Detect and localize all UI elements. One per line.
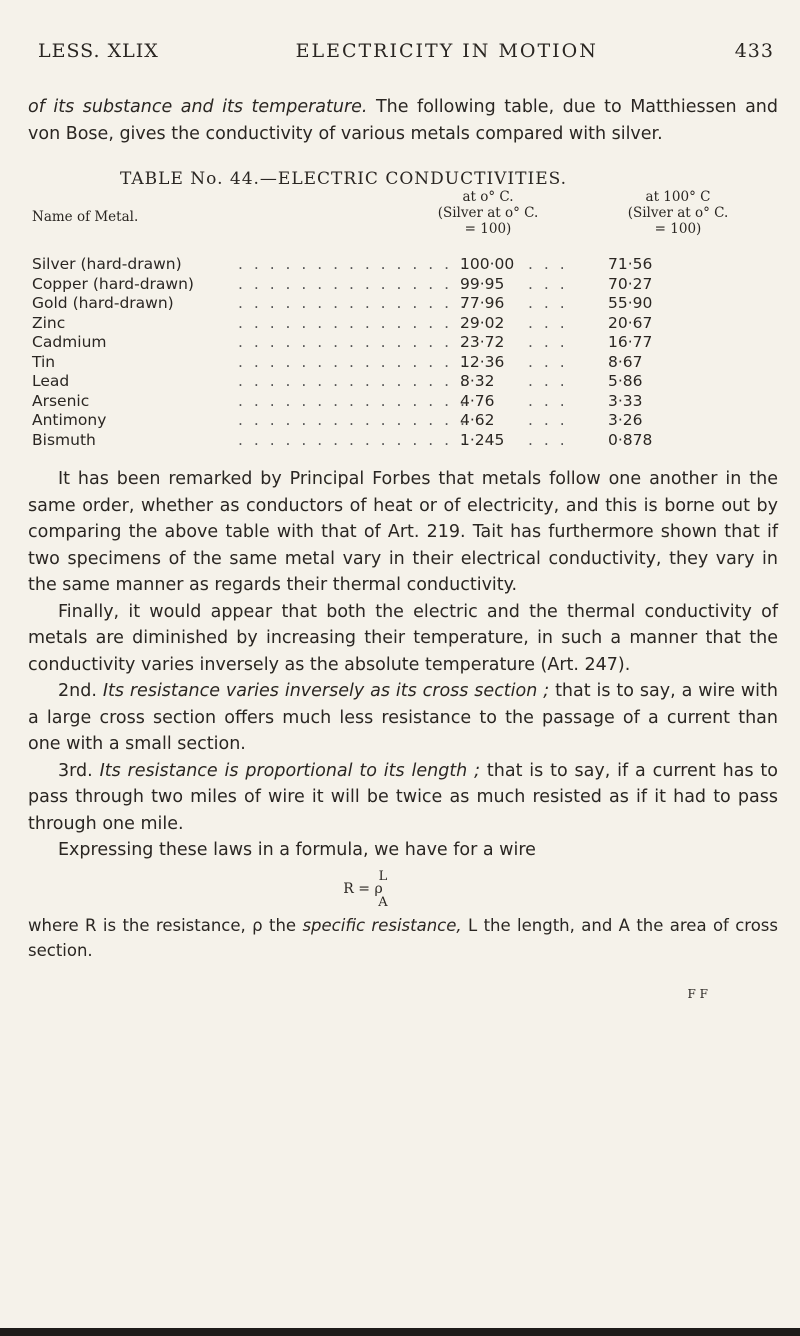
leader-dots: . . . — [528, 352, 568, 371]
conductivity-0c: 23·72 — [460, 333, 505, 351]
metal-name: Silver (hard-drawn) — [32, 255, 182, 273]
conductivity-0c: 1·245 — [460, 430, 505, 449]
book-page — [28, 40, 778, 1001]
leader-dots: . . . . . . . . . . . . . . . — [238, 313, 468, 332]
conductivity-100c: 71·56 — [608, 255, 653, 273]
formula-numerator: L — [378, 868, 388, 884]
leader-dots: . . . — [528, 372, 568, 390]
conductivity-table — [28, 255, 778, 450]
leader-dots: . . . . . . . . . . . . . . . — [238, 294, 468, 312]
conductivity-100c: 16·77 — [608, 333, 653, 351]
metal-name: Copper (hard-drawn) — [32, 274, 194, 293]
table-row — [28, 411, 778, 431]
intro-text: The following table, due to Matthiessen and von Bose, gives the conductivity of various metals compared with silver. — [28, 97, 778, 144]
conductivity-0c: 99·95 — [460, 274, 505, 293]
leader-dots: . . . — [528, 274, 568, 293]
signature-mark: F F — [687, 986, 708, 1001]
conductivity-0c: 29·02 — [460, 313, 505, 332]
page-number: 433 — [734, 40, 774, 62]
table-row — [28, 353, 778, 373]
conductivity-100c: 3·33 — [608, 391, 643, 410]
intro-italic: of its substance and its temperature. — [28, 97, 368, 117]
conductivity-100c: 0·878 — [608, 430, 653, 449]
leader-dots: . . . . . . . . . . . . . . . — [238, 274, 468, 293]
formula-main: R = ρ — [343, 880, 383, 897]
table-row — [28, 255, 778, 275]
conductivity-0c: 12·36 — [460, 352, 505, 371]
paragraph-where: where R is the resistance, ρ the specific resistance, L the length, and A the area of cross section. — [28, 915, 778, 960]
paragraph-third-law: 3rd. Its resistance is proportional to its length ; that is to say, if a current has to pass through two miles of wire it will be twice as much resisted as if it had to pass through one mile. — [28, 760, 778, 834]
metal-name: Zinc — [32, 313, 66, 332]
col-header-100c: at 100° C (Silver at o° C. = 100) — [627, 189, 729, 237]
metal-name: Lead — [32, 372, 70, 390]
table-row — [28, 275, 778, 295]
conductivity-0c: 77·96 — [460, 294, 505, 312]
conductivity-0c: 4·76 — [460, 391, 495, 410]
metal-name: Tin — [32, 352, 56, 371]
leader-dots: . . . — [528, 411, 568, 429]
leader-dots: . . . . . . . . . . . . . . . — [238, 411, 468, 429]
table-row — [28, 372, 778, 392]
leader-dots: . . . . . . . . . . . . . . . — [238, 352, 468, 371]
table-row — [28, 314, 778, 334]
leader-dots: . . . — [528, 430, 568, 449]
table-column-headers — [28, 189, 778, 255]
leader-dots: . . . — [528, 313, 568, 332]
intro-paragraph — [28, 94, 778, 147]
table-row — [28, 431, 778, 451]
col-header-0c: at o° C. (Silver at o° C. = 100) — [437, 189, 539, 237]
table-row — [28, 333, 778, 353]
table-row — [28, 294, 778, 314]
leader-dots: . . . . . . . . . . . . . . . — [238, 333, 468, 351]
conductivity-0c: 100·00 — [460, 255, 515, 273]
scan-edge — [0, 1328, 800, 1336]
leader-dots: . . . . . . . . . . . . . . . — [238, 430, 468, 449]
metal-name: Bismuth — [32, 430, 96, 449]
leader-dots: . . . — [528, 255, 568, 273]
paragraph-forbes: It has been remarked by Principal Forbes that metals follow one another in the same order, whether as conductors of heat or of electricity, and this is borne out by comparing the above table with that of Art. 219. Tait has furthermore shown that if two specimens of the same metal vary in their electrical conductivity, they vary in the same manner as regards their thermal conductivity. — [28, 469, 778, 595]
col-header-name: Name of Metal. — [32, 209, 139, 225]
leader-dots: . . . — [528, 333, 568, 351]
metal-name: Cadmium — [32, 333, 107, 351]
paragraph-finally: Finally, it would appear that both the electric and the thermal conductivity of metals are diminished by increasing their temperature, in such a manner that the conductivity varies inversely as the absolute temperature (Art. 247). — [28, 601, 778, 675]
header-title: ELECTRICITY IN MOTION — [295, 40, 598, 62]
leader-dots: . . . — [528, 294, 568, 312]
header-lesson: LESS. XLIX — [38, 40, 159, 62]
metal-name: Arsenic — [32, 391, 90, 410]
running-header — [38, 40, 774, 62]
metal-name: Antimony — [32, 411, 107, 429]
formula-denominator: A — [378, 894, 388, 910]
resistance-formula — [0, 870, 778, 909]
paragraph-formula-intro: Expressing these laws in a formula, we have for a wire — [58, 840, 536, 860]
conductivity-0c: 8·32 — [460, 372, 495, 390]
conductivity-100c: 5·86 — [608, 372, 643, 390]
conductivity-100c: 70·27 — [608, 274, 653, 293]
conductivity-100c: 8·67 — [608, 352, 643, 371]
metal-name: Gold (hard-drawn) — [32, 294, 174, 312]
leader-dots: . . . . . . . . . . . . . . . — [238, 391, 468, 410]
table-title: TABLE No. 44.—ELECTRIC CONDUCTIVITIES. — [120, 169, 568, 189]
paragraph-second-law: 2nd. Its resistance varies inversely as its cross section ; that is to say, a wire with a large cross section offers much less resistance to the passage of a current than one with a small section. — [28, 681, 778, 754]
conductivity-100c: 55·90 — [608, 294, 653, 312]
leader-dots: . . . . . . . . . . . . . . . — [238, 255, 468, 273]
conductivity-0c: 4·62 — [460, 411, 495, 429]
leader-dots: . . . . . . . . . . . . . . . — [238, 372, 468, 390]
leader-dots: . . . — [528, 391, 568, 410]
conductivity-100c: 20·67 — [608, 313, 653, 332]
table-row — [28, 392, 778, 412]
conductivity-100c: 3·26 — [608, 411, 643, 429]
